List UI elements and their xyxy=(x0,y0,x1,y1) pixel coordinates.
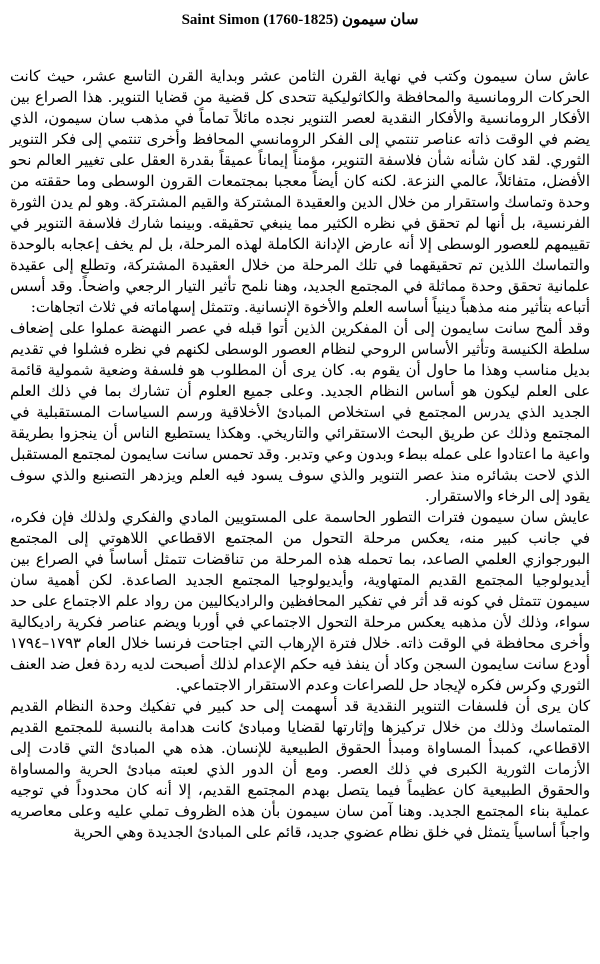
paragraph: عاش سان سيمون وكتب في نهاية القرن الثامن عشر وبداية القرن التاسع عشر، حيث كانت الحركات الرومانسية والمحافظة والكاثوليكية تتحدى كل قضية من قضايا التنوير. هذا الصراع بين الأفكار الرومانسية والأفكار النقدية لعصر التنوير نجده مائلاً تماماً في مذهب سان سيمون، الذي يضم في الوقت ذاته عناصر تنتمي إلى الفكر الرومانسي المحافظ وأخرى تنتمي إلى فكر التنوير الثوري. لقد كان شأنه شأن فلاسفة التنوير، مؤمناً إيماناً عميقاً بقدرة العقل على تغيير العالم نحو الأفضل، متفائلاً، عالمي النزعة. لكنه كان أيضاً معجبا بمجتمعات القرون الوسطى وما حققته من وحدة وتماسك واستقرار من خلال الدين والعقيدة المشتركة والقيم المشتركة. وهو لم يدن الثورة الفرنسية، بل أنها لم تحقق في نظره الكثير مما ينبغي تحقيقه. وبينما شارك فلاسفة التنوير في تقييمهم للعصور الوسطى إلا أنه عارض الإدانة الكاملة لهذه المرحلة، بل لم يخف إعجابه بالوحدة والتماسك اللذين تم تحقيقهما في تلك المرحلة من خلال العقيدة المشتركة، وتطلع إلى عقيدة علمانية تحقق وحدة مماثلة في المجتمع الجديد، وهنا نلمح تأثير التيار الرجعي واضحاً. وقد أسس أتباعه بتأثير منه مذهباً دينياً أساسه العلم والأخوة الإنسانية. وتتمثل إسهاماته في ثلاث اتجاهات: xyxy=(10,68,590,316)
document-body xyxy=(10,66,590,843)
title-arabic: سان سيمون xyxy=(342,12,419,28)
title-latin: Saint Simon (1760-1825) xyxy=(181,12,339,28)
paragraph: كان يرى أن فلسفات التنوير النقدية قد أسهمت إلى حد كبير في تفكيك وحدة النظام القديم المتماسك وذلك من خلال تركيزها وإثارتها لقضايا ومبادئ كانت هدامة بالنسبة للمجتمع القديم الاقطاعي، كمبدأ المساواة ومبدأ الحقوق الطبيعية للإنسان. هذه هي المبادئ التي قادت إلى الأزمات الثورية الكبرى في ذلك العصر. ومع أن الدور الذي لعبته مبادئ الحرية والمساواة والحقوق الطبيعية كان عظيماً فيما يتصل بهدم المجتمع القديم، إلا أنه كان محدوداً في توجيه عملية بناء المجتمع الجديد. وهنا آمن سان سيمون بأن هذه الظروف تملي عليه وعلى معاصريه واجباً أساسياً يتمثل في خلق نظام عضوي جديد، قائم على المبادئ الجديدة وهي الحرية xyxy=(10,698,590,841)
paragraph: عايش سان سيمون فترات التطور الحاسمة على المستويين المادي والفكري ولذلك فإن فكره، في جانب كبير منه، يعكس مرحلة التحول من المجتمع الاقطاعي اللاهوتي إلى المجتمع البورجوازي العلمي الصاعد، بما تحمله هذه المرحلة من تناقضات تتمثل أساساً في الصراع بين أيديولوجيا المجتمع القديم المتهاوية، وأيديولوجيا المجتمع الجديد الصاعدة. لكن أهمية سان سيمون تتمثل في كونه قد أثر في تفكير المحافظين والراديكاليين من رواد علم الاجتماع على حد سواء، وذلك لأن مذهبه يعكس مرحلة التحول الاجتماعي في أوربا ويضم عناصر فكرية راديكالية وأخرى محافظة في الوقت ذاته. خلال فترة الإرهاب التي اجتاحت فرنسا خلال العام ١٧٩٣–١٧٩٤ أودع سانت سايمون السجن وكاد أن ينفذ فيه حكم الإعدام لذلك أصبحت لديه ردة فعل ضد العنف الثوري وكرس فكره لإيجاد حل للصراعات وعدم الاستقرار الاجتماعي. xyxy=(10,509,590,694)
document-title xyxy=(10,0,590,34)
paragraph: وقد ألمح سانت سايمون إلى أن المفكرين الذين أتوا قبله في عصر النهضة عملوا على إضعاف سلطة الكنيسة وتأثير الأساس الروحي لنظام العصور الوسطى لكنهم في نظره فشلوا في تقديم بديل مناسب وهذا ما حاول أن يقوم به. كان يرى أن المطلوب هو فلسفة وضعية شمولية قائمة على العلم ليكون هو أساس النظام الجديد. وعلى جميع العلوم أن تشارك بما في ذلك العلم الجديد الذي يدرس المجتمع في استخلاص المبادئ الأخلاقية ورسم السياسات المستقبلية في المجتمع وذلك عن طريق البحث الاستقرائي والتاريخي. وهكذا يستطيع الناس أن ينجزوا بطريقة واعية ما اعتادوا على عمله ببطء وبدون وعي وتدبر. وقد تحمس سانت سايمون لمجتمع المستقبل الذي لاحت بشائره منذ عصر التنوير والذي سوف يسود فيه العلم ويزدهر التصنيع والذي سوف يقود إلى الرخاء والاستقرار. xyxy=(10,320,590,505)
